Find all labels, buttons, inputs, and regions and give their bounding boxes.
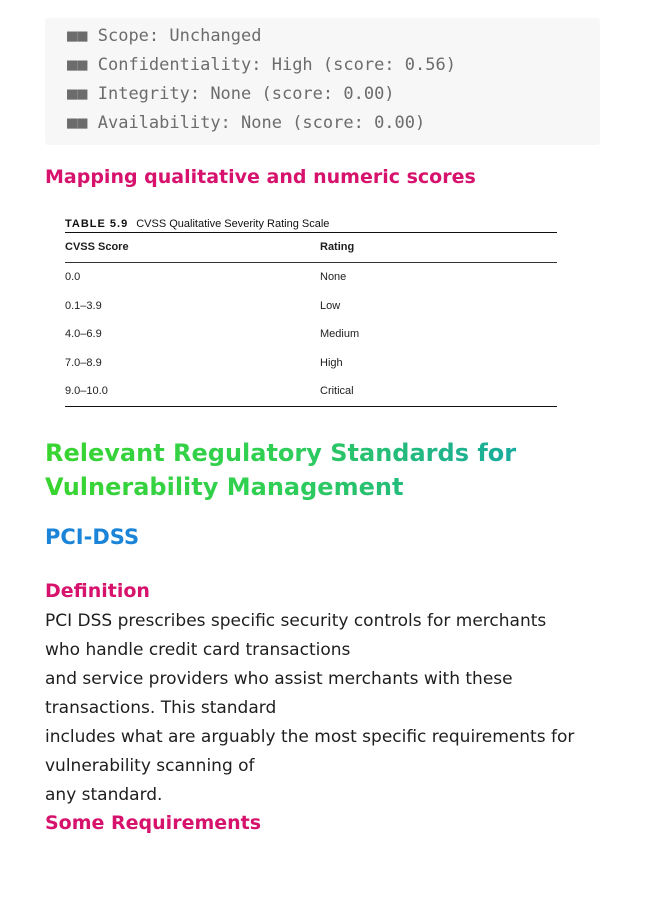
table-cell: 7.0–8.9 <box>65 356 102 369</box>
table-cell: Low <box>320 299 341 312</box>
paragraph-line: vulnerability scanning of <box>45 756 255 776</box>
code-line: ■■ Integrity: None (score: 0.00) <box>67 84 395 104</box>
bullet-glyph: ■■ <box>67 84 88 104</box>
bullet-glyph: ■■ <box>67 55 88 75</box>
code-line: ■■ Availability: None (score: 0.00) <box>67 113 426 133</box>
table-row <box>65 320 557 349</box>
table-caption <box>65 216 557 232</box>
requirements-heading: Some Requirements <box>45 812 262 834</box>
bullet-glyph: ■■ <box>67 113 88 133</box>
bullet-glyph: ■■ <box>67 26 88 46</box>
table-label: TABLE 5.9 <box>65 218 129 230</box>
paragraph-line: transactions. This standard <box>45 698 277 718</box>
table-cell: 4.0–6.9 <box>65 328 102 341</box>
definition-paragraph <box>45 607 620 810</box>
code-line: ■■ Scope: Unchanged <box>67 26 262 46</box>
table-row <box>65 292 557 321</box>
paragraph-line: includes what are arguably the most specific requirements for <box>45 727 575 747</box>
paragraph-line: any standard. <box>45 785 163 805</box>
table-header-cell: Rating <box>320 241 355 253</box>
table-header-cell: CVSS Score <box>65 241 129 253</box>
severity-table <box>65 216 557 407</box>
table-cell: 9.0–10.0 <box>65 385 108 398</box>
table-caption-text: CVSS Qualitative Severity Rating Scale <box>136 218 330 230</box>
table-cell: None <box>320 271 347 283</box>
section-heading: Relevant Regulatory Standards for Vulnerability Management <box>45 436 625 504</box>
code-block <box>45 18 600 145</box>
definition-heading: Definition <box>45 580 150 602</box>
table-header-row <box>65 233 557 263</box>
subsection-heading: PCI-DSS <box>45 525 140 549</box>
table-cell: 0.0 <box>65 271 81 283</box>
table-cell: Medium <box>320 328 360 341</box>
paragraph-line: and service providers who assist merchants with these <box>45 669 513 689</box>
table-row <box>65 349 557 378</box>
mapping-heading: Mapping qualitative and numeric scores <box>45 166 476 188</box>
paragraph-line: who handle credit card transactions <box>45 640 351 660</box>
table-cell: Critical <box>320 385 354 398</box>
table-cell: 0.1–3.9 <box>65 299 102 312</box>
paragraph-line: PCI DSS prescribes specific security controls for merchants <box>45 611 547 631</box>
code-line: ■■ Confidentiality: High (score: 0.56) <box>67 55 456 75</box>
table-row <box>65 263 557 292</box>
table-row <box>65 377 557 406</box>
table-cell: High <box>320 356 343 369</box>
